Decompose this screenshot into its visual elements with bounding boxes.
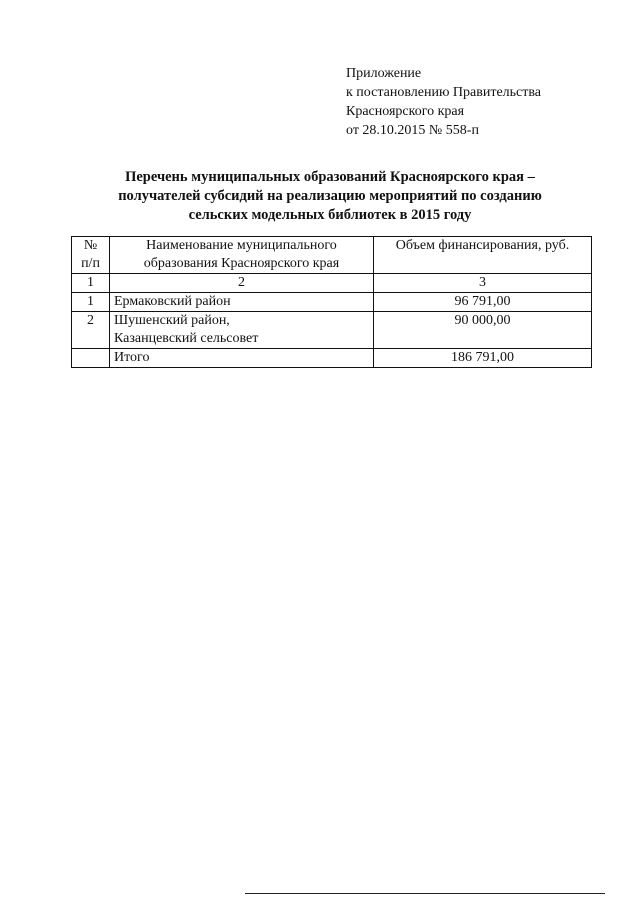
appendix-line: к постановлению Правительства: [346, 85, 542, 100]
title-line: Перечень муниципальных образований Красноярского края –: [125, 169, 535, 185]
title-line: получателей субсидий на реализацию мероприятий по созданию: [118, 188, 542, 204]
title-line: сельских модельных библиотек в 2015 году: [188, 207, 472, 223]
index-cell: 2: [110, 274, 374, 293]
total-label: Итого: [110, 349, 374, 368]
row-name: [110, 293, 374, 312]
row-amount: 96 791,00: [374, 293, 592, 312]
appendix-block: [346, 64, 541, 140]
document-title: [70, 168, 590, 225]
appendix-line: Красноярского края: [346, 104, 465, 119]
row-amount: 90 000,00: [374, 312, 592, 349]
row-name: [110, 312, 374, 349]
table-row: [72, 312, 592, 349]
appendix-line: от 28.10.2015 № 558-п: [346, 123, 479, 138]
table-total-row: [72, 349, 592, 368]
table-row: [72, 293, 592, 312]
row-name-line2: Казанцевский сельсовет: [114, 331, 259, 346]
table-index-row: [72, 274, 592, 293]
header-number-line2: п/п: [81, 256, 100, 271]
subsidy-table: [71, 236, 592, 368]
row-number: 2: [72, 312, 110, 349]
total-number-cell: [72, 349, 110, 368]
header-name-line1: Наименование муниципального: [146, 238, 337, 253]
row-name-line1: Шушенский район,: [114, 313, 230, 328]
footer-divider: [245, 893, 605, 894]
row-number: 1: [72, 293, 110, 312]
header-amount-text: Объем финансирования, руб.: [395, 238, 570, 253]
appendix-line: Приложение: [346, 66, 422, 81]
row-name-line1: Ермаковский район: [114, 294, 231, 309]
index-cell: 3: [374, 274, 592, 293]
header-name: [110, 237, 374, 274]
header-amount: [374, 237, 592, 274]
table-header-row: [72, 237, 592, 274]
header-number-line1: №: [83, 238, 98, 253]
header-number: [72, 237, 110, 274]
index-cell: 1: [72, 274, 110, 293]
total-amount: 186 791,00: [374, 349, 592, 368]
header-name-line2: образования Красноярского края: [143, 256, 340, 271]
